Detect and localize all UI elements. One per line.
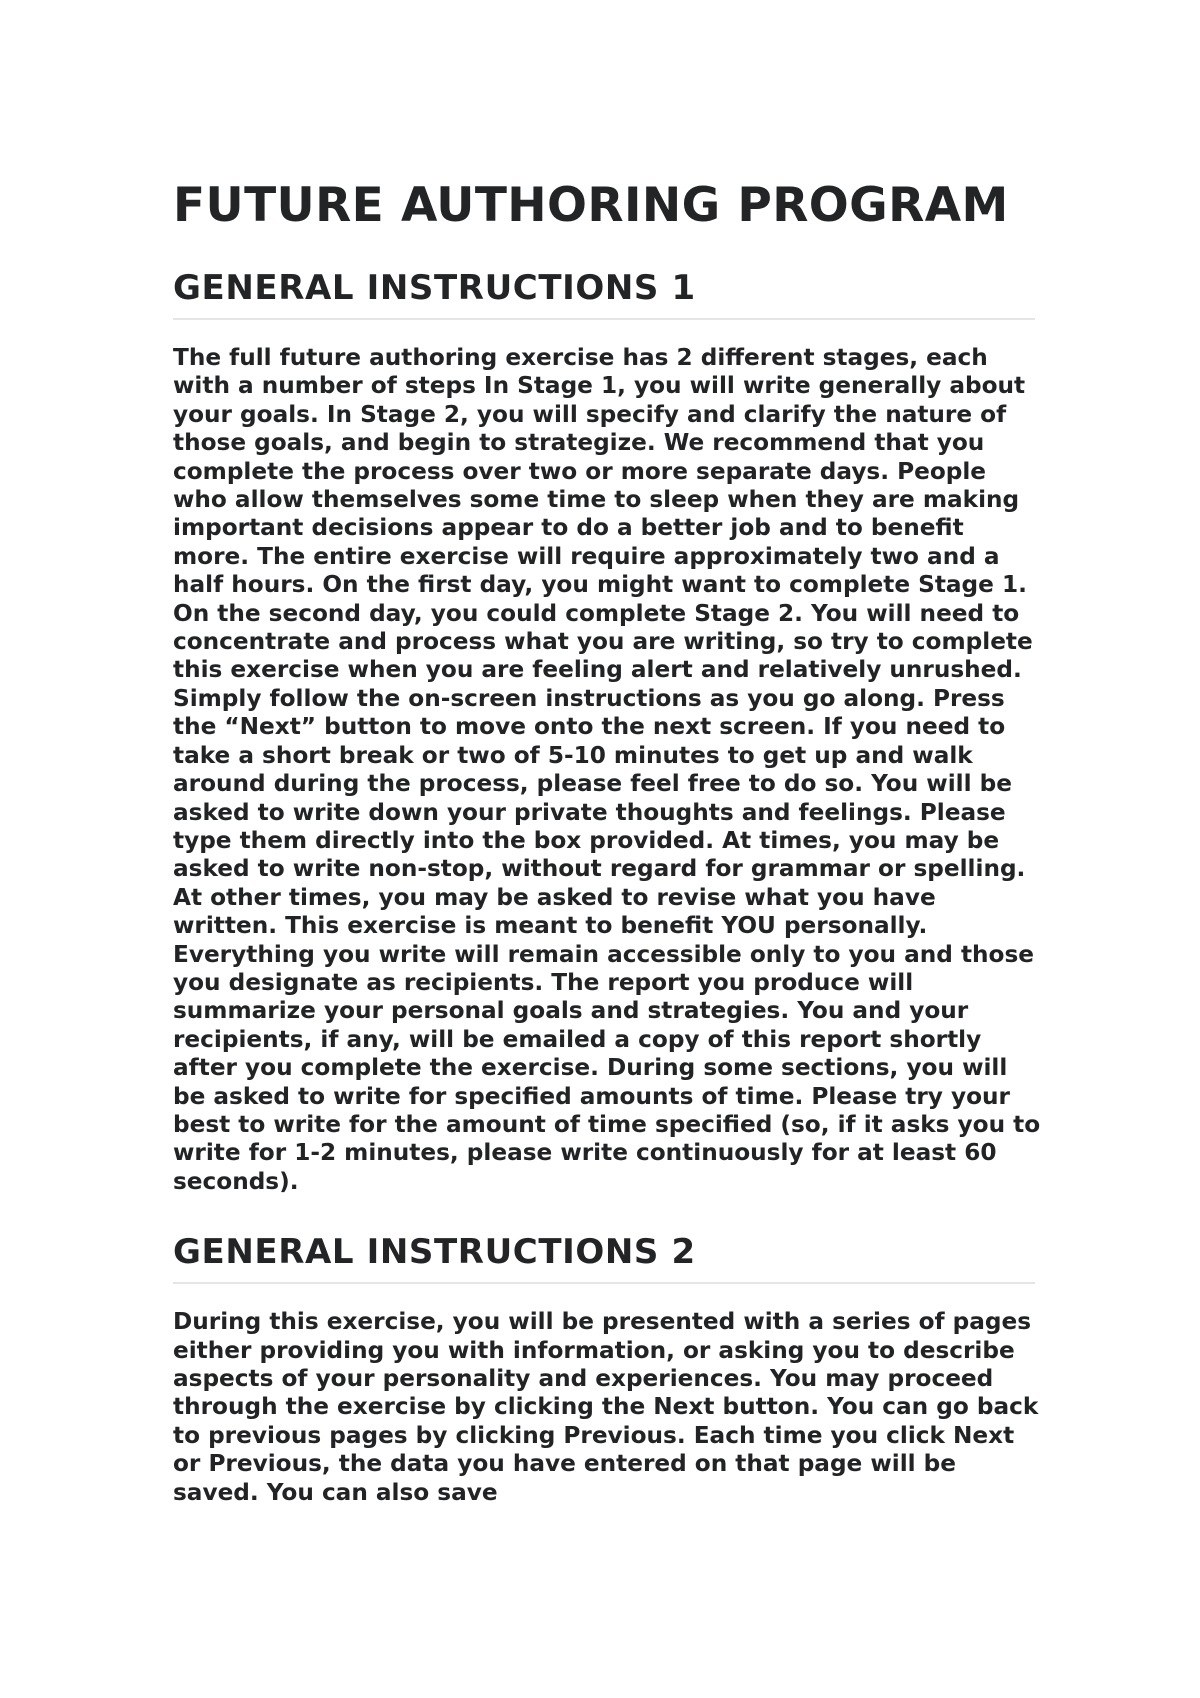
document-title: FUTURE AUTHORING PROGRAM xyxy=(173,178,1009,233)
section-heading-general-instructions-1: GENERAL INSTRUCTIONS 1 xyxy=(173,266,1035,320)
section-body-general-instructions-1: The full future authoring exercise has 2 different stages, each with a number of steps In Stage 1, you will write generally about your goals. In Stage 2, you will specify and clarify the nature of those goals, and begin to strategize. We recommend that you complete the process over two or more separate days. People who allow themselves some time to sleep when they are making important decisions appear to do a better job and to benefit more. The entire exercise will require approximately two and a half hours. On the first day, you might want to complete Stage 1. On the second day, you could complete Stage 2. You will need to concentrate and process what you are writing, so try to complete this exercise when you are feeling alert and relatively unrushed. Simply follow the on-screen instructions as you go along. Press the “Next” button to move onto the next screen. If you need to take a short break or two of 5-10 minutes to get up and walk around during the process, please feel free to do so. You will be asked to write down your private thoughts and feelings. Please type them directly into the box provided. At times, you may be asked to write non-stop, without regard for grammar or spelling. At other times, you may be asked to revise what you have written. This exercise is meant to benefit YOU personally. Everything you write will remain accessible only to you and those you designate as recipients. The report you produce will summarize your personal goals and strategies. You and your recipients, if any, will be emailed a copy of this report shortly after you complete the exercise. During some sections, you will be asked to write for specified amounts of time. Please try your best to write for the amount of time specified (so, if it asks you to write for 1-2 minutes, please write continuously for at least 60 seconds). xyxy=(173,344,1041,1195)
section-body-general-instructions-2: During this exercise, you will be presented with a series of pages either providing you with information, or asking you to describe aspects of your personality and experiences. You may proceed through the exercise by clicking the Next button. You can go back to previous pages by clicking Previous. Each time you click Next or Previous, the data you have entered on that page will be saved. You can also save xyxy=(173,1308,1039,1506)
section-heading-general-instructions-2: GENERAL INSTRUCTIONS 2 xyxy=(173,1230,1035,1284)
document-page xyxy=(173,176,1041,1507)
